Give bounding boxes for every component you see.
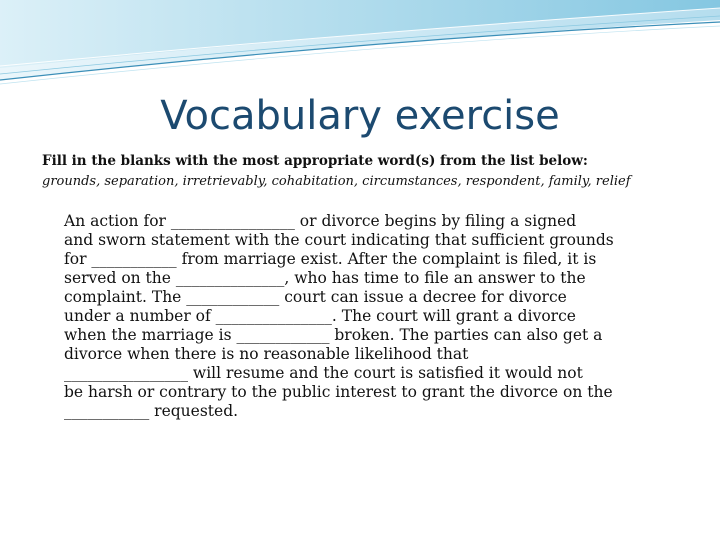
passage-line: under a number of _______________. The court will grant a divorce — [64, 307, 576, 325]
passage-line: when the marriage is ____________ broken. The parties can also get a — [64, 326, 603, 344]
passage-line: ___________ requested. — [64, 402, 239, 420]
slide-title: Vocabulary exercise — [160, 93, 560, 139]
passage-line: served on the ______________, who has time to file an answer to the — [64, 269, 586, 287]
exercise-instruction: Fill in the blanks with the most appropriate word(s) from the list below: — [42, 153, 588, 169]
word-list: grounds, separation, irretrievably, cohabitation, circumstances, respondent, family, relief — [42, 174, 631, 189]
passage-line: and sworn statement with the court indicating that sufficient grounds — [64, 231, 614, 249]
header-swoosh-decoration — [0, 0, 720, 90]
passage-line: ________________ will resume and the court is satisfied it would not — [64, 364, 583, 382]
passage-line: be harsh or contrary to the public interest to grant the divorce on the — [64, 383, 613, 401]
passage-line: complaint. The ____________ court can issue a decree for divorce — [64, 288, 567, 306]
exercise-passage — [64, 212, 684, 421]
passage-line: divorce when there is no reasonable likelihood that — [64, 345, 469, 363]
passage-line: for ___________ from marriage exist. After the complaint is filed, it is — [64, 250, 597, 268]
passage-line: An action for ________________ or divorce begins by filing a signed — [64, 212, 577, 230]
